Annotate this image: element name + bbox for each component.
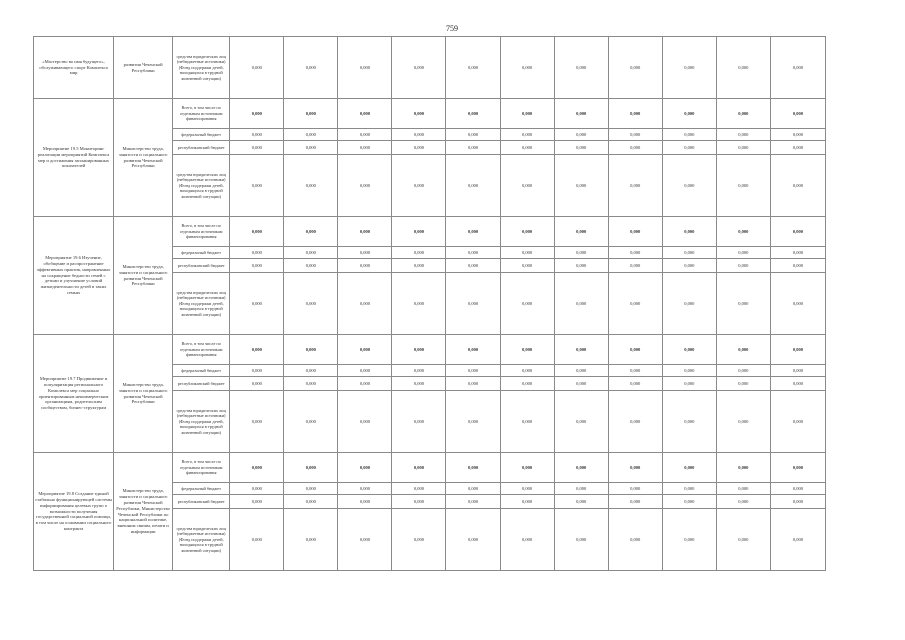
- amount-cell: 0,000: [284, 335, 338, 365]
- amount-cell: 0,000: [230, 155, 284, 217]
- amount-cell: 0,000: [716, 483, 770, 495]
- amount-cell: 0,000: [500, 509, 554, 571]
- amount-cell: 0,000: [284, 129, 338, 141]
- amount-cell: 0,000: [500, 129, 554, 141]
- amount-cell: 0,000: [284, 509, 338, 571]
- amount-cell: 0,000: [230, 217, 284, 247]
- executor-cell: развития Чеченской Республики: [114, 37, 173, 99]
- amount-cell: 0,000: [662, 483, 716, 495]
- amount-cell: 0,000: [608, 129, 662, 141]
- funding-source-cell: средства юридических лиц (небюджетные источники) (Фонд поддержки детей, находящихся в трудной жизненной ситуации): [173, 273, 230, 335]
- amount-cell: 0,000: [770, 495, 825, 509]
- amount-cell: 0,000: [716, 259, 770, 273]
- amount-cell: 0,000: [554, 509, 608, 571]
- amount-cell: 0,000: [554, 37, 608, 99]
- event-cell: «Мастерство во имя будущего», обслуживающего спорт Комплекса мир: [34, 37, 114, 99]
- amount-cell: 0,000: [716, 37, 770, 99]
- amount-cell: 0,000: [284, 259, 338, 273]
- amount-cell: 0,000: [554, 453, 608, 483]
- amount-cell: 0,000: [392, 495, 446, 509]
- amount-cell: 0,000: [662, 129, 716, 141]
- amount-cell: 0,000: [284, 495, 338, 509]
- amount-cell: 0,000: [500, 259, 554, 273]
- amount-cell: 0,000: [770, 365, 825, 377]
- amount-cell: 0,000: [500, 365, 554, 377]
- amount-cell: 0,000: [716, 247, 770, 259]
- amount-cell: 0,000: [554, 483, 608, 495]
- funding-source-cell: средства юридических лиц (небюджетные источники) (Фонд поддержки детей, находящихся в трудной жизненной ситуации): [173, 509, 230, 571]
- amount-cell: 0,000: [608, 247, 662, 259]
- amount-cell: 0,000: [554, 247, 608, 259]
- amount-cell: 0,000: [338, 37, 392, 99]
- amount-cell: 0,000: [446, 495, 500, 509]
- amount-cell: 0,000: [770, 453, 825, 483]
- amount-cell: 0,000: [338, 155, 392, 217]
- amount-cell: 0,000: [662, 495, 716, 509]
- amount-cell: 0,000: [554, 391, 608, 453]
- amount-cell: 0,000: [284, 453, 338, 483]
- amount-cell: 0,000: [716, 99, 770, 129]
- amount-cell: 0,000: [338, 273, 392, 335]
- amount-cell: 0,000: [500, 335, 554, 365]
- amount-cell: 0,000: [392, 129, 446, 141]
- amount-cell: 0,000: [662, 259, 716, 273]
- amount-cell: 0,000: [716, 391, 770, 453]
- amount-cell: 0,000: [716, 509, 770, 571]
- amount-cell: 0,000: [662, 141, 716, 155]
- table-row: [34, 37, 826, 99]
- amount-cell: 0,000: [392, 259, 446, 273]
- amount-cell: 0,000: [554, 99, 608, 129]
- amount-cell: 0,000: [770, 259, 825, 273]
- amount-cell: 0,000: [446, 509, 500, 571]
- amount-cell: 0,000: [392, 273, 446, 335]
- amount-cell: 0,000: [554, 129, 608, 141]
- amount-cell: 0,000: [770, 391, 825, 453]
- amount-cell: 0,000: [608, 217, 662, 247]
- executor-cell: Министерство труда, занятости и социального развития Чеченской Республики: [114, 99, 173, 217]
- amount-cell: 0,000: [338, 141, 392, 155]
- amount-cell: 0,000: [554, 335, 608, 365]
- funding-source-cell: республиканский бюджет: [173, 377, 230, 391]
- amount-cell: 0,000: [554, 217, 608, 247]
- amount-cell: 0,000: [446, 37, 500, 99]
- amount-cell: 0,000: [230, 335, 284, 365]
- amount-cell: 0,000: [338, 129, 392, 141]
- amount-cell: 0,000: [446, 365, 500, 377]
- amount-cell: 0,000: [770, 155, 825, 217]
- amount-cell: 0,000: [230, 141, 284, 155]
- table-row: [34, 99, 826, 129]
- funding-source-cell: средства юридических лиц (небюджетные источники) (Фонд поддержки детей, находящихся в трудной жизненной ситуации): [173, 391, 230, 453]
- amount-cell: 0,000: [230, 377, 284, 391]
- amount-cell: 0,000: [338, 247, 392, 259]
- amount-cell: 0,000: [392, 141, 446, 155]
- amount-cell: 0,000: [446, 335, 500, 365]
- amount-cell: 0,000: [284, 273, 338, 335]
- amount-cell: 0,000: [446, 99, 500, 129]
- amount-cell: 0,000: [662, 217, 716, 247]
- amount-cell: 0,000: [284, 99, 338, 129]
- amount-cell: 0,000: [770, 377, 825, 391]
- amount-cell: 0,000: [392, 391, 446, 453]
- table-row: [34, 335, 826, 365]
- amount-cell: 0,000: [284, 217, 338, 247]
- amount-cell: 0,000: [770, 37, 825, 99]
- amount-cell: 0,000: [230, 37, 284, 99]
- amount-cell: 0,000: [338, 217, 392, 247]
- amount-cell: 0,000: [554, 495, 608, 509]
- amount-cell: 0,000: [662, 365, 716, 377]
- amount-cell: 0,000: [446, 155, 500, 217]
- amount-cell: 0,000: [230, 365, 284, 377]
- executor-cell: Министерство труда, занятости и социального развития Чеченской Республики, Министерство Чеченской Республики по национальной политике, внешним связям, печати и информации: [114, 453, 173, 571]
- amount-cell: 0,000: [500, 217, 554, 247]
- amount-cell: 0,000: [554, 273, 608, 335]
- amount-cell: 0,000: [608, 483, 662, 495]
- amount-cell: 0,000: [554, 259, 608, 273]
- amount-cell: 0,000: [608, 155, 662, 217]
- amount-cell: 0,000: [230, 129, 284, 141]
- amount-cell: 0,000: [230, 495, 284, 509]
- amount-cell: 0,000: [716, 217, 770, 247]
- amount-cell: 0,000: [230, 453, 284, 483]
- amount-cell: 0,000: [392, 377, 446, 391]
- amount-cell: 0,000: [338, 483, 392, 495]
- amount-cell: 0,000: [392, 37, 446, 99]
- amount-cell: 0,000: [392, 483, 446, 495]
- amount-cell: 0,000: [500, 391, 554, 453]
- amount-cell: 0,000: [554, 377, 608, 391]
- amount-cell: 0,000: [446, 377, 500, 391]
- amount-cell: 0,000: [446, 453, 500, 483]
- funding-source-cell: федеральный бюджет: [173, 483, 230, 495]
- amount-cell: 0,000: [230, 259, 284, 273]
- amount-cell: 0,000: [716, 377, 770, 391]
- amount-cell: 0,000: [716, 335, 770, 365]
- funding-source-cell: Всего, в том числе по отдельным источникам финансирования: [173, 453, 230, 483]
- amount-cell: 0,000: [662, 37, 716, 99]
- amount-cell: 0,000: [446, 247, 500, 259]
- amount-cell: 0,000: [338, 495, 392, 509]
- amount-cell: 0,000: [608, 335, 662, 365]
- funding-source-cell: республиканский бюджет: [173, 495, 230, 509]
- amount-cell: 0,000: [770, 335, 825, 365]
- amount-cell: 0,000: [230, 99, 284, 129]
- funding-source-cell: республиканский бюджет: [173, 259, 230, 273]
- amount-cell: 0,000: [500, 37, 554, 99]
- funding-source-cell: федеральный бюджет: [173, 365, 230, 377]
- amount-cell: 0,000: [284, 483, 338, 495]
- amount-cell: 0,000: [338, 453, 392, 483]
- amount-cell: 0,000: [230, 273, 284, 335]
- amount-cell: 0,000: [716, 365, 770, 377]
- amount-cell: 0,000: [284, 155, 338, 217]
- event-cell: Мероприятие 19.6 Изучение, обобщение и распространение эффективных практик, направленных на сокращение бедности семей с детьми и улучшение условий жизнедеятельности детей в таких семьях: [34, 217, 114, 335]
- amount-cell: 0,000: [446, 217, 500, 247]
- funding-table: [33, 36, 826, 571]
- amount-cell: 0,000: [392, 247, 446, 259]
- amount-cell: 0,000: [662, 335, 716, 365]
- amount-cell: 0,000: [338, 509, 392, 571]
- amount-cell: 0,000: [608, 259, 662, 273]
- funding-source-cell: федеральный бюджет: [173, 247, 230, 259]
- amount-cell: 0,000: [662, 509, 716, 571]
- amount-cell: 0,000: [716, 129, 770, 141]
- funding-source-cell: Всего, в том числе по отдельным источникам финансирования: [173, 99, 230, 129]
- table-row: [34, 453, 826, 483]
- event-cell: Мероприятие 19.5 Мониторинг реализации мероприятий Комплекса мер и достижения запланированных показателей: [34, 99, 114, 217]
- amount-cell: 0,000: [392, 99, 446, 129]
- amount-cell: 0,000: [230, 483, 284, 495]
- amount-cell: 0,000: [284, 391, 338, 453]
- funding-source-cell: федеральный бюджет: [173, 129, 230, 141]
- amount-cell: 0,000: [662, 155, 716, 217]
- amount-cell: 0,000: [770, 141, 825, 155]
- event-cell: Мероприятие 19.7 Продвижение и популяризация регионального Комплекса мер социально ориентированным некоммерческим организациям, родительским сообществам, бизнес-структурам: [34, 335, 114, 453]
- amount-cell: 0,000: [770, 99, 825, 129]
- amount-cell: 0,000: [500, 377, 554, 391]
- amount-cell: 0,000: [392, 155, 446, 217]
- amount-cell: 0,000: [392, 453, 446, 483]
- amount-cell: 0,000: [392, 217, 446, 247]
- amount-cell: 0,000: [770, 273, 825, 335]
- funding-source-cell: средства юридических лиц (небюджетные источники) (Фонд поддержки детей, находящихся в трудной жизненной ситуации): [173, 37, 230, 99]
- event-cell: Мероприятие 19.8 Создание единой стабильно функционирующей системы информирования целевых групп о возможности получения государственной социальной помощи, в том числе на основании социального контракта: [34, 453, 114, 571]
- table-row: [34, 217, 826, 247]
- executor-cell: Министерство труда, занятости и социального развития Чеченской Республики: [114, 217, 173, 335]
- amount-cell: 0,000: [608, 509, 662, 571]
- amount-cell: 0,000: [770, 217, 825, 247]
- amount-cell: 0,000: [608, 37, 662, 99]
- amount-cell: 0,000: [284, 37, 338, 99]
- amount-cell: 0,000: [338, 377, 392, 391]
- amount-cell: 0,000: [608, 273, 662, 335]
- amount-cell: 0,000: [284, 377, 338, 391]
- amount-cell: 0,000: [338, 391, 392, 453]
- amount-cell: 0,000: [338, 259, 392, 273]
- amount-cell: 0,000: [230, 247, 284, 259]
- amount-cell: 0,000: [770, 129, 825, 141]
- amount-cell: 0,000: [446, 273, 500, 335]
- amount-cell: 0,000: [770, 509, 825, 571]
- amount-cell: 0,000: [662, 247, 716, 259]
- amount-cell: 0,000: [338, 365, 392, 377]
- amount-cell: 0,000: [770, 247, 825, 259]
- amount-cell: 0,000: [500, 99, 554, 129]
- amount-cell: 0,000: [608, 495, 662, 509]
- amount-cell: 0,000: [230, 391, 284, 453]
- amount-cell: 0,000: [284, 365, 338, 377]
- amount-cell: 0,000: [662, 273, 716, 335]
- amount-cell: 0,000: [662, 99, 716, 129]
- amount-cell: 0,000: [662, 377, 716, 391]
- amount-cell: 0,000: [392, 509, 446, 571]
- amount-cell: 0,000: [446, 259, 500, 273]
- page-number: 759: [446, 24, 458, 33]
- funding-source-cell: республиканский бюджет: [173, 141, 230, 155]
- amount-cell: 0,000: [608, 377, 662, 391]
- amount-cell: 0,000: [554, 141, 608, 155]
- amount-cell: 0,000: [500, 453, 554, 483]
- amount-cell: 0,000: [500, 483, 554, 495]
- amount-cell: 0,000: [338, 99, 392, 129]
- amount-cell: 0,000: [716, 155, 770, 217]
- amount-cell: 0,000: [500, 273, 554, 335]
- amount-cell: 0,000: [230, 509, 284, 571]
- amount-cell: 0,000: [608, 365, 662, 377]
- amount-cell: 0,000: [608, 141, 662, 155]
- amount-cell: 0,000: [500, 155, 554, 217]
- amount-cell: 0,000: [716, 495, 770, 509]
- amount-cell: 0,000: [446, 391, 500, 453]
- amount-cell: 0,000: [392, 365, 446, 377]
- amount-cell: 0,000: [662, 391, 716, 453]
- amount-cell: 0,000: [446, 129, 500, 141]
- amount-cell: 0,000: [338, 335, 392, 365]
- amount-cell: 0,000: [392, 335, 446, 365]
- amount-cell: 0,000: [608, 391, 662, 453]
- amount-cell: 0,000: [446, 141, 500, 155]
- amount-cell: 0,000: [284, 247, 338, 259]
- funding-source-cell: Всего, в том числе по отдельным источникам финансирования: [173, 217, 230, 247]
- amount-cell: 0,000: [554, 155, 608, 217]
- amount-cell: 0,000: [662, 453, 716, 483]
- amount-cell: 0,000: [500, 141, 554, 155]
- amount-cell: 0,000: [608, 453, 662, 483]
- amount-cell: 0,000: [500, 495, 554, 509]
- amount-cell: 0,000: [446, 483, 500, 495]
- amount-cell: 0,000: [554, 365, 608, 377]
- amount-cell: 0,000: [716, 273, 770, 335]
- amount-cell: 0,000: [500, 247, 554, 259]
- funding-source-cell: Всего, в том числе по отдельным источникам финансирования: [173, 335, 230, 365]
- amount-cell: 0,000: [284, 141, 338, 155]
- executor-cell: Министерство труда, занятости и социального развития Чеченской Республики: [114, 335, 173, 453]
- amount-cell: 0,000: [716, 141, 770, 155]
- amount-cell: 0,000: [716, 453, 770, 483]
- amount-cell: 0,000: [608, 99, 662, 129]
- funding-source-cell: средства юридических лиц (небюджетные источники) (Фонд поддержки детей, находящихся в трудной жизненной ситуации): [173, 155, 230, 217]
- table-body: [34, 37, 826, 571]
- amount-cell: 0,000: [770, 483, 825, 495]
